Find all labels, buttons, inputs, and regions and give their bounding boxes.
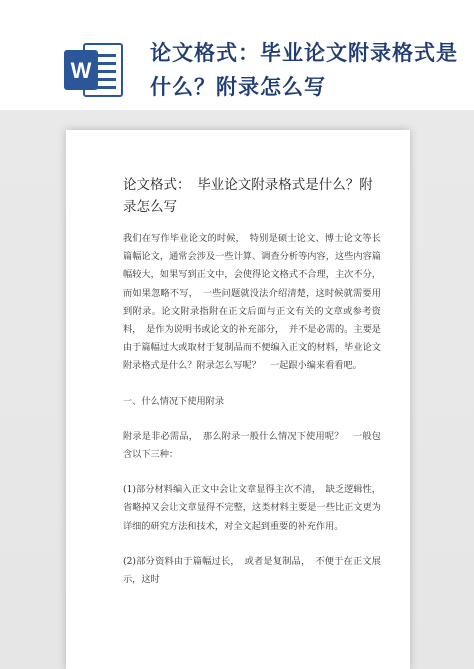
document-body	[123, 230, 381, 589]
header-title: 论文格式：毕业论文附录格式是什么？附录怎么写	[150, 41, 458, 99]
word-icon-letter: W	[70, 58, 92, 83]
paragraph-item-1: (1)部分材料编入正文中会让文章显得主次不清， 缺乏逻辑性，省略掉又会让文章显得不完整，这类材料主要是一些比正文更为详细的研究方法和技术，对全文起到重要的补充作用。	[123, 484, 381, 532]
section-heading: 一、什么情况下使用附录	[123, 395, 225, 407]
paragraph-item-2: (2)部分资料由于篇幅过长， 或者是复制品， 不便于在正文展示，这时	[123, 555, 381, 586]
paragraph-intro: 我们在写作毕业论文的时候， 特别是硕士论文、博士论文等长篇幅论文，通常会涉及一些计算、调查分析等内容，这些内容篇幅较大，如果写到正文中，会使得论文格式不合理，主次不分，而如果忽略不写， 一些问题就没法介绍清楚，这时候就需要用到附录。论文附录指附在正文后面与正文有关的文章或参考资料， 是作为说明书或论文的补充部分， 并不是必需的。主要是由于篇幅过大或取材于复制品而不便编入正文的材料，毕业论文附录格式是什么？附录怎么写呢？ 一起跟小编来看看吧。	[123, 233, 381, 372]
paragraph-usage: 附录是非必需品， 那么附录一般什么情况下使用呢？ 一般包含以下三种：	[123, 430, 381, 461]
document-title: 论文格式： 毕业论文附录格式是什么？附录怎么写	[123, 177, 373, 215]
word-document-icon	[62, 40, 126, 100]
header-banner	[0, 0, 474, 110]
document-page	[66, 130, 410, 669]
